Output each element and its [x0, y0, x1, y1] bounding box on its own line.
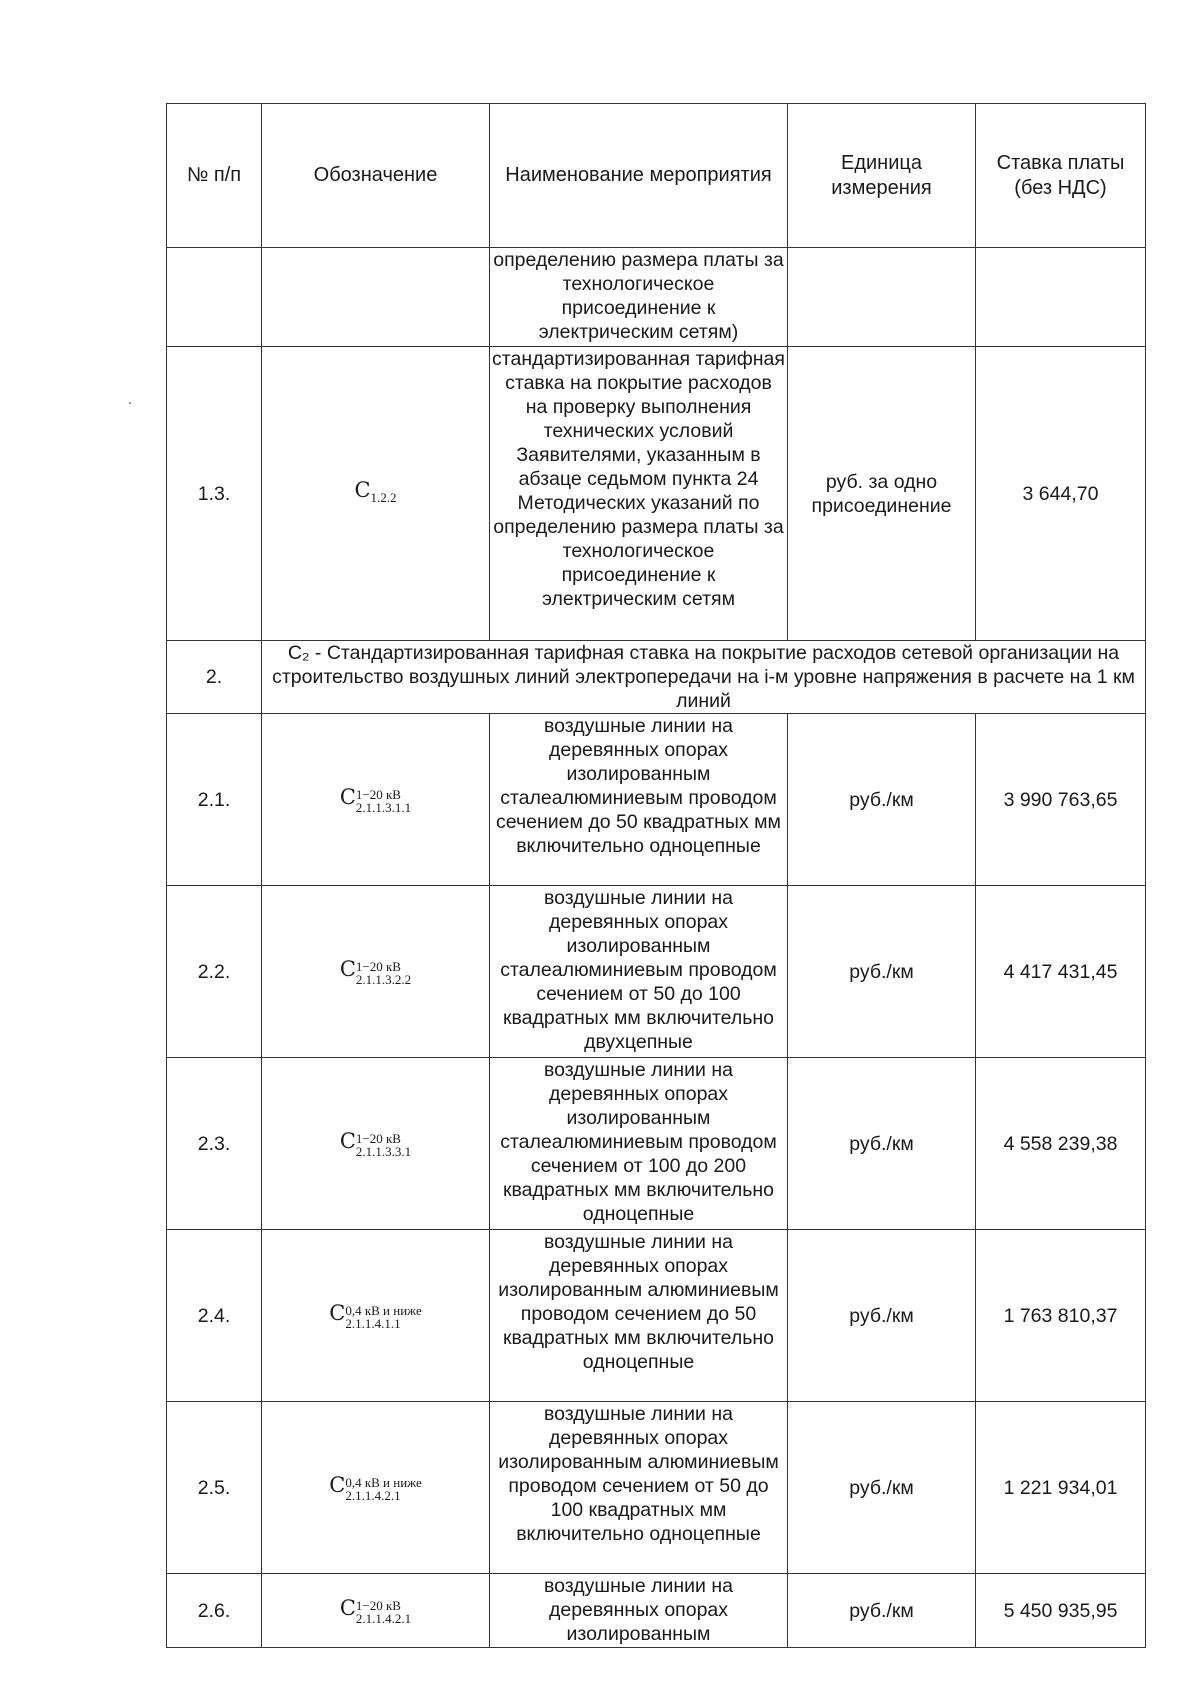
symbol-subscript: 2.1.1.4.2.1: [355, 1611, 412, 1626]
continuation-designation: [262, 248, 490, 347]
table-row: [167, 714, 1146, 886]
header-unit: Единица измерения: [788, 104, 976, 248]
row-unit: руб./км: [788, 1230, 976, 1402]
header-num: № п/п: [167, 104, 262, 248]
row-unit: руб. за одно присоединение: [788, 347, 976, 641]
continuation-num: [167, 248, 262, 347]
rate-symbol: C 0,4 кВ и ниже 2.1.1.4.1.1: [329, 1301, 422, 1331]
row-num: 2.2.: [167, 886, 262, 1058]
symbol-subscript: 2.1.1.3.2.2: [355, 972, 412, 987]
row-rate: 3 990 763,65: [976, 714, 1146, 886]
row-name: стандартизированная тарифная ставка на покрытие расходов на проверку выполнения технических условий Заявителями, указанным в абзаце седьмом пункта 24 Методических указаний по определению размера платы за технологическое присоединение к электрическим сетям: [490, 347, 788, 641]
symbol-subscript: 2.1.1.3.1.1: [355, 800, 412, 815]
table-row: [167, 1058, 1146, 1230]
row-num: 2.4.: [167, 1230, 262, 1402]
row-unit: руб./км: [788, 1058, 976, 1230]
symbol-indices: [356, 1599, 411, 1625]
row-unit: руб./км: [788, 1402, 976, 1574]
symbol-superscript: 0,4 кВ и ниже: [345, 1303, 422, 1318]
row-num: 2.5.: [167, 1402, 262, 1574]
scan-speck: [129, 402, 131, 404]
tariff-table: [166, 103, 1146, 1648]
symbol-subscript: 1.2.2: [370, 489, 397, 505]
table-header-row: [167, 104, 1146, 248]
symbol-indices: [356, 960, 411, 986]
row-designation: [262, 886, 490, 1058]
symbol-indices: [345, 1304, 421, 1330]
rate-symbol: C 0,4 кВ и ниже 2.1.1.4.2.1: [329, 1473, 422, 1503]
row-rate: 1 221 934,01: [976, 1402, 1146, 1574]
table-row: [167, 886, 1146, 1058]
row-name: воздушные линии на деревянных опорах изолированным алюминиевым проводом сечением до 50 квадратных мм включительно одноцепные: [490, 1230, 788, 1402]
section-title: C₂ - Стандартизированная тарифная ставка на покрытие расходов сетевой организации на строительство воздушных линий электропередачи на i-м уровне напряжения в расчете на 1 км линий: [262, 641, 1146, 714]
row-unit: руб./км: [788, 714, 976, 886]
row-name: воздушные линии на деревянных опорах изолированным сталеалюминиевым проводом сечением от 100 до 200 квадратных мм включительно одноцепные: [490, 1058, 788, 1230]
header-rate: Ставка платы (без НДС): [976, 104, 1146, 248]
table-row: [167, 1574, 1146, 1648]
row-num: 2.6.: [167, 1574, 262, 1648]
row-name: воздушные линии на деревянных опорах изолированным сталеалюминиевым проводом сечением до 50 квадратных мм включительно одноцепные: [490, 714, 788, 886]
symbol-superscript: 1−20 кВ: [355, 787, 401, 802]
row-designation: [262, 1574, 490, 1648]
row-num: 1.3.: [167, 347, 262, 641]
table-row: [167, 347, 1146, 641]
row-rate: 5 450 935,95: [976, 1574, 1146, 1648]
rate-symbol: C 1−20 кВ 2.1.1.3.3.1: [339, 1129, 412, 1159]
row-designation: [262, 1058, 490, 1230]
table-row: [167, 1230, 1146, 1402]
row-designation: [262, 1402, 490, 1574]
symbol-superscript: 1−20 кВ: [355, 959, 401, 974]
rate-symbol: C 1−20 кВ 2.1.1.4.2.1: [339, 1596, 412, 1626]
row-num: 2.1.: [167, 714, 262, 886]
row-rate: 4 558 239,38: [976, 1058, 1146, 1230]
row-num: 2.3.: [167, 1058, 262, 1230]
continuation-rate: [976, 248, 1146, 347]
section-row: [167, 641, 1146, 714]
symbol-subscript: 2.1.1.4.2.1: [345, 1488, 401, 1503]
continuation-name: определению размера платы за технологическое присоединение к электрическим сетям): [490, 248, 788, 347]
rate-symbol: C 1−20 кВ 2.1.1.3.2.2: [339, 957, 412, 987]
symbol-superscript: 1−20 кВ: [355, 1598, 401, 1613]
row-unit: руб./км: [788, 1574, 976, 1648]
symbol-superscript: 1−20 кВ: [355, 1131, 401, 1146]
row-designation: [262, 1230, 490, 1402]
rows-body: [167, 714, 1146, 1648]
symbol-subscript: 2.1.1.3.3.1: [355, 1144, 412, 1159]
symbol-indices: [356, 1132, 411, 1158]
row-name: воздушные линии на деревянных опорах изолированным сталеалюминиевым проводом сечением от 50 до 100 квадратных мм включительно двухцепные: [490, 886, 788, 1058]
symbol-subscript: 2.1.1.4.1.1: [345, 1316, 401, 1331]
symbol-indices: [345, 1476, 421, 1502]
row-designation: [262, 714, 490, 886]
header-designation: Обозначение: [262, 104, 490, 248]
row-designation: [262, 347, 490, 641]
rate-symbol: $C_{1.2.2}$: [354, 477, 397, 505]
section-num: 2.: [167, 641, 262, 714]
row-rate: 3 644,70: [976, 347, 1146, 641]
row-rate: 1 763 810,37: [976, 1230, 1146, 1402]
symbol-superscript: 0,4 кВ и ниже: [345, 1475, 422, 1490]
header-name: Наименование мероприятия: [490, 104, 788, 248]
continuation-unit: [788, 248, 976, 347]
symbol-indices: [356, 788, 411, 814]
table-row: [167, 1402, 1146, 1574]
rate-symbol: C 1−20 кВ 2.1.1.3.1.1: [339, 785, 412, 815]
row-rate: 4 417 431,45: [976, 886, 1146, 1058]
row-name: воздушные линии на деревянных опорах изолированным алюминиевым проводом сечением от 50 до 100 квадратных мм включительно одноцепные: [490, 1402, 788, 1574]
continuation-row: [167, 248, 1146, 347]
row-name: воздушные линии на деревянных опорах изолированным: [490, 1574, 788, 1648]
row-unit: руб./км: [788, 886, 976, 1058]
